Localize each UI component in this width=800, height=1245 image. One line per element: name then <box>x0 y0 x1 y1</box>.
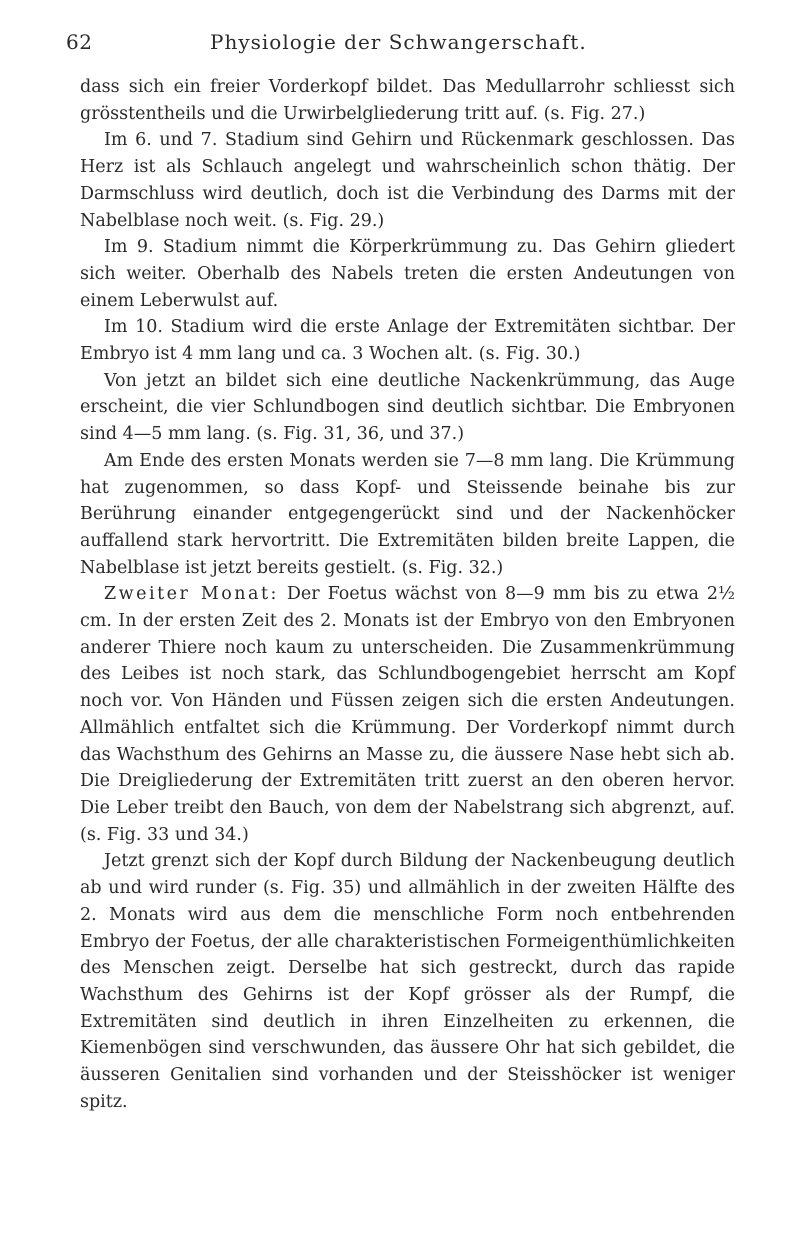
paragraph: Von jetzt an bildet sich eine deutliche Nackenkrümmung, das Auge erscheint, die vier Schlundbogen sind deutlich sichtbar. Die Embryonen sind 4—5 mm lang. (s. Fig. 31, 36, und 37.) <box>80 370 735 445</box>
paragraph: Im 10. Stadium wird die erste Anlage der Extremitäten sichtbar. Der Embryo ist 4 mm lang und ca. 3 Wochen alt. (s. Fig. 30.) <box>80 317 735 365</box>
paragraph <box>80 581 735 848</box>
body-text <box>80 74 735 1115</box>
section-lead: Zweiter Monat: <box>104 584 279 605</box>
paragraph: Im 9. Stadium nimmt die Körperkrümmung zu. Das Gehirn gliedert sich weiter. Oberhalb des Nabels treten die ersten Andeutungen von einem Leberwulst auf. <box>80 237 735 311</box>
paragraph: Im 6. und 7. Stadium sind Gehirn und Rückenmark geschlossen. Das Herz ist als Schlauch angelegt und wahrscheinlich schon thätig. Der Darmschluss wird deutlich, doch ist die Verbindung des Darms mit der Nabelblase noch weit. (s. Fig. 29.) <box>80 130 735 231</box>
page-number: 62 <box>66 30 93 54</box>
book-page <box>66 30 735 1115</box>
paragraph: Jetzt grenzt sich der Kopf durch Bildung der Nackenbeugung deutlich ab und wird runder (s. Fig. 35) und allmählich in der zweiten Hälfte des 2. Monats wird aus dem die menschliche Form noch entbehrenden Embryo der Foetus, der alle charakteristischen Formeigenthümlichkeiten des Menschen zeigt. Derselbe hat sich gestreckt, durch das rapide Wachsthum des Gehirns ist der Kopf grösser als der Rumpf, die Extremitäten sind deutlich in ihren Einzelheiten zu erkennen, die Kiemenbögen sind verschwunden, das äussere Ohr hat sich gebildet, die äusseren Genitalien sind vorhanden und der Steisshöcker ist weniger spitz. <box>80 851 735 1112</box>
running-head <box>66 30 735 70</box>
running-title: Physiologie der Schwangerschaft. <box>210 30 587 54</box>
paragraph: Am Ende des ersten Monats werden sie 7—8 mm lang. Die Krümmung hat zugenommen, so dass Kopf- und Steissende beinahe bis zur Berührung einander entgegengerückt sind und der Nackenhöcker auffallend stark hervortritt. Die Extremitäten bilden breite Lappen, die Nabelblase ist jetzt bereits gestielt. (s. Fig. 32.) <box>80 450 735 578</box>
paragraph: dass sich ein freier Vorderkopf bildet. Das Medullarrohr schliesst sich grösstentheils und die Urwirbelgliederung tritt auf. (s. Fig. 27.) <box>80 77 735 124</box>
paragraph-text: Der Foetus wächst von 8—9 mm bis zu etwa 2½ cm. In der ersten Zeit des 2. Monats ist der Embryo von den Embryonen anderer Thiere noch kaum zu unterscheiden. Die Zusammenkrümmung des Leibes ist noch stark, das Schlundbogengebiet herrscht am Kopf noch vor. Von Händen und Füssen zeigen sich die ersten Andeutungen. Allmählich entfaltet sich die Krümmung. Der Vorderkopf nimmt durch das Wachsthum des Gehirns an Masse zu, die äussere Nase hebt sich ab. Die Dreigliederung der Extremitäten tritt zuerst an den oberen hervor. Die Leber treibt den Bauch, von dem der Nabelstrang sich abgrenzt, auf. (s. Fig. 33 und 34.) <box>80 584 735 845</box>
